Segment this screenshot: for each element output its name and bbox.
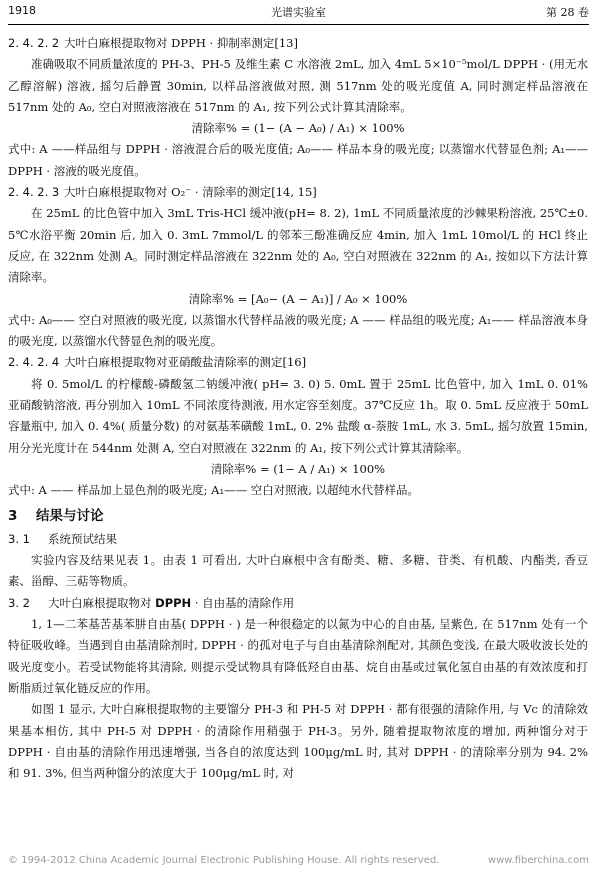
paragraph: 将 0. 5mol/L 的柠檬酸-磷酸氢二钠缓冲液( pH= 3. 0) 5. 0mL 置于 25mL 比色管中, 加入 1mL 0. 01% 亚硝酸钠溶液, 再分别加入 10mL 不同浓度待测液, 用水定容至刻度。37℃反应 1h。取 0. 5mL 反应液于 50mL 容量瓶中, 加入 0. 4%( 质量分数) 的对氨基苯磺酸 1mL, 0. 2% 盐酸 α-萘胺 1mL, 水 3. 5mL, 摇匀放置 15min, 用分光光度计在 544nm 处测 A, 空白对照液在 322nm 的 A₁, 按下列公式计算其清除率。 [8, 376, 588, 455]
formula: 清除率% = (1− A / A₁) × 100% [210, 461, 386, 476]
subsection-title-bold: DPPH [155, 595, 192, 610]
paragraph: 如图 1 显示, 大叶白麻根提取物的主要馏分 PH-3 和 PH-5 对 DPPH · 都有很强的清除作用, 与 Vc 的清除效果基本相仿, 其中 PH-5 对 DPPH · 的清除作用稍强于 PH-3。另外, 随着提取物浓度的增加, 两种馏分对于 DPPH · 自由基的清除作用迅速增强, 当各自的浓度达到 100μg/mL 时, 其对 DPPH · 的清除率分别为 94. 2% 和 91. 3%, 但当两种馏分的浓度大于 100μg/mL 时, 对 [8, 702, 588, 781]
section-title: 大叶白麻根提取物对亚硝酸盐清除率的测定[16] [64, 355, 307, 370]
subsection-title: 系统预试结果 [48, 531, 117, 546]
section-heading [8, 352, 588, 373]
section-title: 大叶白麻根提取物对 DPPH · 抑制率测定[13] [64, 36, 298, 50]
journal-name: 光谱实验室 [271, 6, 326, 19]
subsection-number: 3. 2 [8, 595, 30, 610]
formula: 清除率% = [A₀− (A − A₁)] / A₀ × 100% [188, 291, 408, 306]
article-body [8, 33, 588, 784]
section-heading [8, 33, 588, 54]
watermark-url: www.fiberchina.com [487, 855, 589, 866]
subsection-number: 3. 1 [8, 531, 30, 546]
volume-label: 第 28 卷 [546, 6, 589, 19]
formula: 清除率% = (1− (A − A₀) / A₁) × 100% [191, 121, 405, 136]
copyright-watermark: © 1994-2012 China Academic Journal Electronic Publishing House. All rights reserved. [8, 855, 440, 866]
chapter-title: 结果与讨论 [36, 507, 104, 524]
formula-legend: 式中: A₀—— 空白对照液的吸光度, 以蒸馏水代替样品液的吸光度; A —— 样品组的吸光度; A₁—— 样品溶液本身的吸光度, 以蒸馏水代替显色剂的吸光度。 [8, 312, 588, 349]
page-header [8, 4, 589, 22]
paragraph: 在 25mL 的比色管中加入 3mL Tris-HCl 缓冲液(pH= 8. 2), 1mL 不同质量浓度的沙棘果粉溶液, 25℃±0. 5℃水浴平衡 20min 后, 加入 0. 3mL 7mmol/L 的邻苯三酚准确反应 4min, 加入 1mL 10mol/L 的 HCl 终止反应, 在 322nm 处测 A。同时测定样品溶液在 322nm 处的 A₀, 空白对照液在 322nm 的 A₁, 按如以下方法计算清除率。 [8, 206, 588, 285]
section-title: 大叶白麻根提取物对 O₂⁻ · 清除率的测定[14, 15] [64, 185, 317, 200]
chapter-number: 3 [8, 507, 18, 524]
header-rule [8, 24, 589, 25]
section-number: 2. 4. 2. 3 [8, 185, 60, 200]
subsection-title-suffix: · 自由基的清除作用 [191, 595, 295, 610]
paragraph: 实验内容及结果见表 1。由表 1 可看出, 大叶白麻根中含有酚类、糖、多糖、苷类、有机酸、内酯类, 香豆素、甾醇、三萜等物质。 [8, 553, 588, 589]
chapter-heading [8, 506, 588, 527]
formula-legend: 式中: A ——样品组与 DPPH · 溶液混合后的吸光度值; A₀—— 样品本身的吸光度; 以蒸馏水代替显色剂; A₁——DPPH · 溶液的吸光度值。 [8, 142, 588, 178]
section-number: 2. 4. 2. 2 [8, 36, 60, 50]
section-number: 2. 4. 2. 4 [8, 355, 60, 370]
subsection-heading [8, 529, 588, 550]
subsection-title-prefix: 大叶白麻根提取物对 [48, 595, 156, 610]
subsection-heading [8, 593, 588, 614]
paragraph: 准确吸取不同质量浓度的 PH-3、PH-5 及维生素 C 水溶液 2mL, 加入 4mL 5×10⁻⁵mol/L DPPH · (用无水乙醇溶解) 溶液, 摇匀后静置 30min, 以样品溶液做对照, 测 517nm 处的吸光度值 A, 同时测定样品溶液在 517nm 处的 A₀, 空白对照液溶液在 517nm 的 A₁, 按下列公式计算其清除率。 [8, 57, 588, 114]
section-heading [8, 182, 588, 203]
page-number: 1918 [8, 4, 36, 17]
paragraph: 1, 1—二苯基苦基苯肼自由基( DPPH · ) 是一种很稳定的以氮为中心的自由基, 呈紫色, 在 517nm 处有一个特征吸收峰。当遇到自由基清除剂时, DPPH · 的孤对电子与自由基清除剂配对, 其颜色变浅, 在最大吸收波长处的吸光度变小。若受试物能将其清除, 则提示受试物具有降低羟自由基、烷自由基或过氧化氢自由基的有效浓度和打断脂质过氧化链反应的作用。 [8, 617, 588, 695]
formula-legend: 式中: A —— 样品加上显色剂的吸光度; A₁—— 空白对照液, 以超纯水代替样品。 [8, 483, 420, 498]
